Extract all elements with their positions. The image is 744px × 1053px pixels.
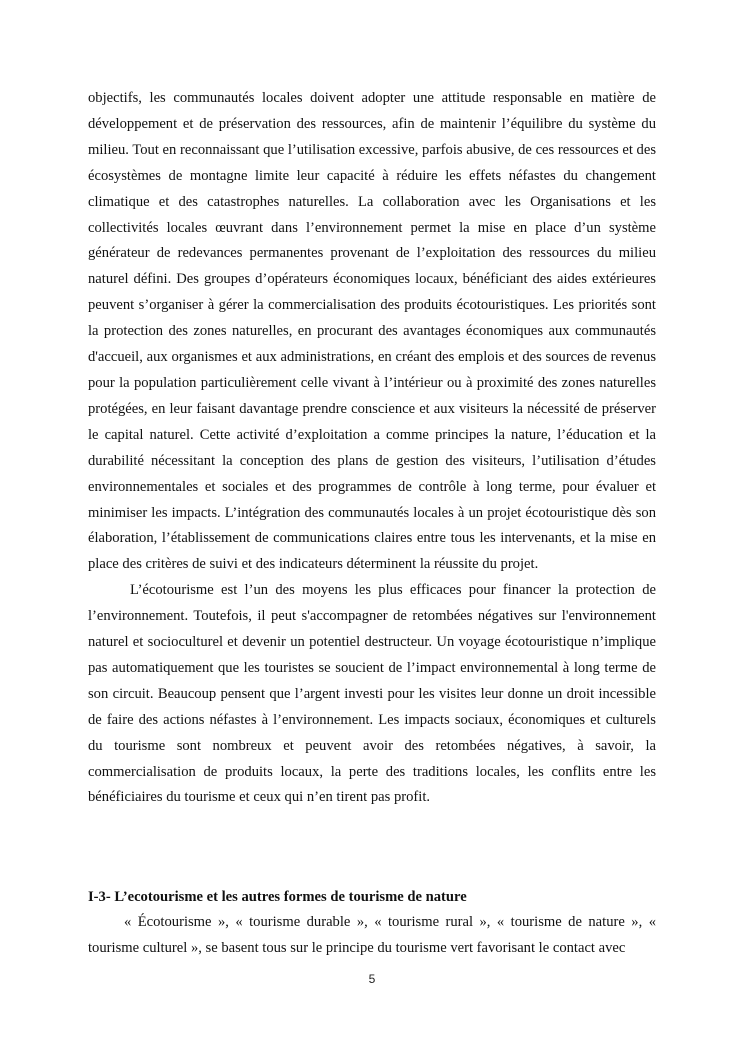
- section-body: [88, 910, 656, 962]
- body-text: [88, 86, 656, 811]
- paragraph-ecotourism-impacts: L’écotourisme est l’un des moyens les plus efficaces pour financer la protection de l’environnement. Toutefois, il peut s'accompagner de retombées négatives sur l'environnement naturel et socioculturel et devenir un potentiel destructeur. Un voyage écotouristique n’implique pas automatiquement que les touristes se soucient de l’impact environnemental à long terme de son circuit. Beaucoup pensent que l’argent investi pour les visites leur donne un droit incessible de faire des actions néfastes à l’environnement. Les impacts sociaux, économiques et culturels du tourisme sont nombreux et peuvent avoir des retombées négatives, à savoir, la commercialisation de produits locaux, la perte des traditions locales, les conflits entre les bénéficiaires du tourisme et ceux qui n’en tirent pas profit.: [88, 582, 656, 806]
- page-number: 5: [368, 972, 376, 986]
- section-paragraph: « Écotourisme », « tourisme durable », « tourisme rural », « tourisme de nature », « tourisme culturel », se basent tous sur le principe du tourisme vert favorisant le contact avec: [88, 914, 656, 956]
- paragraph-continuation: objectifs, les communautés locales doivent adopter une attitude responsable en matière de développement et de préservation des ressources, afin de maintenir l’équilibre du système du milieu. Tout en reconnaissant que l’utilisation excessive, parfois abusive, de ces ressources et des écosystèmes de montagne limite leur capacité à réduire les effets néfastes du changement climatique et des catastrophes naturelles. La collaboration avec les Organisations et les collectivités locales œuvrant dans l’environnement permet la mise en place d’un système générateur de redevances permanentes provenant de l’exploitation des ressources du milieu naturel défini. Des groupes d’opérateurs économiques locaux, bénéficiant des aides extérieures peuvent s’organiser à gérer la commercialisation des produits écotouristiques. Les priorités sont la protection des zones naturelles, en procurant des avantages économiques aux communautés d'accueil, aux organismes et aux administrations, en créant des emplois et des sources de revenus pour la population particulièrement celle vivant à l’intérieur ou à proximité des zones naturelles protégées, en leur faisant davantage prendre conscience et aux visiteurs la nécessité de préserver le capital naturel. Cette activité d’exploitation a comme principes la nature, l’éducation et la durabilité nécessitant la conception des plans de gestion des visiteurs, l’utilisation d’études environnementales et sociales et des programmes de contrôle à long terme, pour évaluer et minimiser les impacts. L’intégration des communautés locales à un projet écotouristique dès son élaboration, l’établissement de communications claires entre tous les intervenants, et la mise en place des critères de suivi et des indicateurs déterminent la réussite du projet.: [88, 90, 656, 573]
- section-heading: I-3- L’ecotourisme et les autres formes de tourisme de nature: [88, 889, 467, 905]
